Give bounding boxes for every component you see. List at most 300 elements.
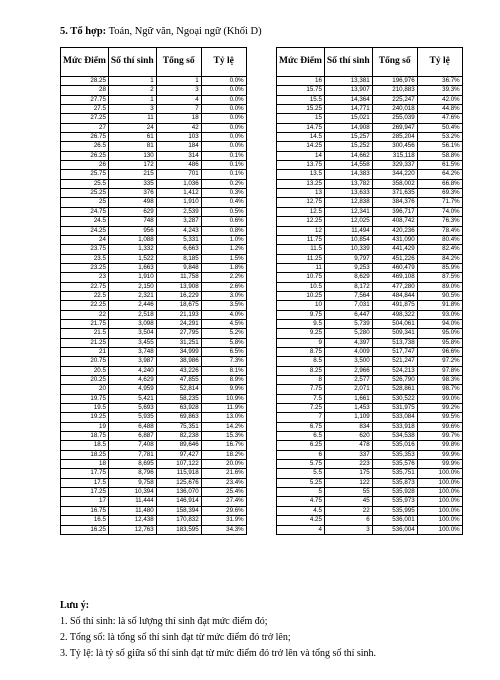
table-row <box>277 432 463 441</box>
cell-cumulative-total: 530,522 <box>372 394 417 403</box>
cell-cumulative-total: 158,394 <box>156 506 201 515</box>
table-row <box>61 301 247 310</box>
table-row <box>61 207 247 216</box>
cell-candidates: 14,662 <box>324 151 372 160</box>
table-row <box>61 282 247 291</box>
cell-percentage: 39.3% <box>417 86 462 95</box>
cell-candidates: 61 <box>108 133 156 142</box>
cell-score-level: 22.75 <box>61 282 109 291</box>
table-row <box>61 170 247 179</box>
cell-score-level: 21.5 <box>61 329 109 338</box>
cell-percentage: 16.7% <box>201 441 246 450</box>
cell-percentage: 11.9% <box>201 404 246 413</box>
cell-cumulative-total: 344,220 <box>372 170 417 179</box>
table-row <box>277 273 463 282</box>
header-cumulative-total: Tổng số <box>372 48 417 77</box>
cell-score-level: 8.25 <box>277 366 325 375</box>
cell-candidates: 5,421 <box>108 394 156 403</box>
cell-score-level: 18.75 <box>61 432 109 441</box>
table-row <box>277 366 463 375</box>
cell-score-level: 25 <box>61 198 109 207</box>
cell-cumulative-total: 535,016 <box>372 441 417 450</box>
cell-percentage: 0.0% <box>201 142 246 151</box>
table-row <box>61 151 247 160</box>
cell-candidates: 6 <box>324 516 372 525</box>
table-row <box>61 422 247 431</box>
table-row <box>277 488 463 497</box>
cell-candidates: 8,695 <box>108 460 156 469</box>
cell-cumulative-total: 184 <box>156 142 201 151</box>
cell-score-level: 5.25 <box>277 478 325 487</box>
cell-percentage: 36.7% <box>417 77 462 86</box>
cell-percentage: 14.2% <box>201 422 246 431</box>
cell-candidates: 13,381 <box>324 77 372 86</box>
cell-candidates: 748 <box>108 217 156 226</box>
table-row <box>61 460 247 469</box>
cell-score-level: 19.25 <box>61 413 109 422</box>
cell-candidates: 10,854 <box>324 235 372 244</box>
cell-score-level: 14.75 <box>277 123 325 132</box>
cell-percentage: 0.0% <box>201 77 246 86</box>
table-row <box>61 347 247 356</box>
cell-cumulative-total: 536,004 <box>372 525 417 534</box>
cell-cumulative-total: 408,742 <box>372 217 417 226</box>
cell-cumulative-total: 170,832 <box>156 516 201 525</box>
cell-score-level: 13.5 <box>277 170 325 179</box>
cell-candidates: 7,781 <box>108 450 156 459</box>
cell-percentage: 0.1% <box>201 170 246 179</box>
cell-score-level: 24 <box>61 235 109 244</box>
cell-cumulative-total: 8,185 <box>156 254 201 263</box>
cell-percentage: 96.6% <box>417 347 462 356</box>
cell-percentage: 0.0% <box>201 123 246 132</box>
cell-cumulative-total: 329,337 <box>372 161 417 170</box>
cell-cumulative-total: 396,717 <box>372 207 417 216</box>
table-row <box>61 376 247 385</box>
cell-score-level: 9 <box>277 338 325 347</box>
cell-cumulative-total: 513,738 <box>372 338 417 347</box>
cell-candidates: 4,959 <box>108 385 156 394</box>
cell-cumulative-total: 2,539 <box>156 207 201 216</box>
cell-score-level: 8 <box>277 376 325 385</box>
table-row <box>61 217 247 226</box>
cell-percentage: 0.2% <box>201 179 246 188</box>
cell-cumulative-total: 31,251 <box>156 338 201 347</box>
cell-percentage: 99.2% <box>417 404 462 413</box>
cell-candidates: 498 <box>108 198 156 207</box>
table-row <box>61 95 247 104</box>
cell-percentage: 95.0% <box>417 329 462 338</box>
cell-candidates: 1 <box>108 95 156 104</box>
cell-candidates: 11,494 <box>324 226 372 235</box>
cell-score-level: 11.5 <box>277 245 325 254</box>
cell-score-level: 27 <box>61 123 109 132</box>
cell-candidates: 4,397 <box>324 338 372 347</box>
cell-percentage: 7.3% <box>201 357 246 366</box>
cell-percentage: 2.2% <box>201 273 246 282</box>
table-row <box>61 469 247 478</box>
cell-score-level: 18.25 <box>61 450 109 459</box>
table-row <box>61 366 247 375</box>
cell-percentage: 5.8% <box>201 338 246 347</box>
header-score-level: Mức Điểm <box>277 48 325 77</box>
cell-candidates: 122 <box>324 478 372 487</box>
table-row <box>277 95 463 104</box>
table-row <box>277 123 463 132</box>
cell-cumulative-total: 5,331 <box>156 235 201 244</box>
cell-percentage: 25.4% <box>201 488 246 497</box>
cell-cumulative-total: 314 <box>156 151 201 160</box>
cell-percentage: 100.0% <box>417 478 462 487</box>
cell-score-level: 23.5 <box>61 254 109 263</box>
cell-score-level: 10.5 <box>277 282 325 291</box>
cell-score-level: 27.25 <box>61 114 109 123</box>
cell-score-level: 27.5 <box>61 105 109 114</box>
cell-cumulative-total: 531,975 <box>372 404 417 413</box>
cell-candidates: 14,908 <box>324 123 372 132</box>
cell-percentage: 9.9% <box>201 385 246 394</box>
cell-score-level: 15.5 <box>277 95 325 104</box>
cell-candidates: 1,109 <box>324 413 372 422</box>
cell-score-level: 6 <box>277 450 325 459</box>
cell-candidates: 12,438 <box>108 516 156 525</box>
table-row <box>61 123 247 132</box>
cell-score-level: 5.75 <box>277 460 325 469</box>
cell-cumulative-total: 535,973 <box>372 497 417 506</box>
cell-score-level: 22 <box>61 310 109 319</box>
cell-cumulative-total: 1,910 <box>156 198 201 207</box>
cell-percentage: 18.2% <box>201 450 246 459</box>
cell-candidates: 11,480 <box>108 506 156 515</box>
cell-percentage: 100.0% <box>417 516 462 525</box>
cell-cumulative-total: 89,646 <box>156 441 201 450</box>
cell-cumulative-total: 125,676 <box>156 478 201 487</box>
cell-candidates: 12,025 <box>324 217 372 226</box>
cell-score-level: 4.5 <box>277 506 325 515</box>
cell-percentage: 58.8% <box>417 151 462 160</box>
header-percentage: Tỷ lệ <box>417 48 462 77</box>
cell-cumulative-total: 58,235 <box>156 394 201 403</box>
table-row <box>277 357 463 366</box>
header-candidates: Số thí sinh <box>108 48 156 77</box>
cell-percentage: 61.5% <box>417 161 462 170</box>
table-row <box>277 338 463 347</box>
cell-score-level: 7 <box>277 413 325 422</box>
cell-percentage: 99.5% <box>417 413 462 422</box>
cell-percentage: 21.6% <box>201 469 246 478</box>
table-row <box>61 329 247 338</box>
cell-percentage: 99.9% <box>417 460 462 469</box>
cell-candidates: 4,240 <box>108 366 156 375</box>
cell-cumulative-total: 42 <box>156 123 201 132</box>
cell-cumulative-total: 1 <box>156 77 201 86</box>
table-row <box>277 86 463 95</box>
cell-percentage: 1.2% <box>201 245 246 254</box>
cell-percentage: 66.8% <box>417 179 462 188</box>
cell-candidates: 6,447 <box>324 310 372 319</box>
cell-score-level: 16 <box>277 77 325 86</box>
cell-cumulative-total: 63,928 <box>156 404 201 413</box>
cell-cumulative-total: 509,341 <box>372 329 417 338</box>
table-row <box>277 413 463 422</box>
cell-cumulative-total: 460,479 <box>372 263 417 272</box>
cell-cumulative-total: 4 <box>156 95 201 104</box>
cell-score-level: 12.75 <box>277 198 325 207</box>
table-row <box>277 347 463 356</box>
cell-score-level: 19 <box>61 422 109 431</box>
cell-score-level: 12 <box>277 226 325 235</box>
cell-cumulative-total: 535,576 <box>372 460 417 469</box>
table-row <box>61 441 247 450</box>
cell-candidates: 1,522 <box>108 254 156 263</box>
cell-score-level: 15 <box>277 114 325 123</box>
cell-score-level: 6.75 <box>277 422 325 431</box>
cell-candidates: 8,629 <box>324 273 372 282</box>
table-row <box>61 394 247 403</box>
cell-score-level: 20.75 <box>61 357 109 366</box>
cell-score-level: 17.5 <box>61 478 109 487</box>
cell-percentage: 13.0% <box>201 413 246 422</box>
cell-cumulative-total: 24,291 <box>156 319 201 328</box>
table-row <box>61 450 247 459</box>
cell-cumulative-total: 75,351 <box>156 422 201 431</box>
cell-score-level: 23.75 <box>61 245 109 254</box>
table-row <box>61 273 247 282</box>
cell-percentage: 47.6% <box>417 114 462 123</box>
cell-percentage: 0.0% <box>201 133 246 142</box>
cell-cumulative-total: 97,427 <box>156 450 201 459</box>
cell-score-level: 6.5 <box>277 432 325 441</box>
cell-score-level: 26.25 <box>61 151 109 160</box>
table-row <box>61 385 247 394</box>
cell-candidates: 12,341 <box>324 207 372 216</box>
cell-score-level: 21.75 <box>61 319 109 328</box>
cell-candidates: 6,488 <box>108 422 156 431</box>
cell-candidates: 24 <box>108 123 156 132</box>
cell-cumulative-total: 1,412 <box>156 189 201 198</box>
cell-percentage: 0.6% <box>201 217 246 226</box>
cell-candidates: 9,758 <box>108 478 156 487</box>
cell-candidates: 5,693 <box>108 404 156 413</box>
cell-score-level: 16.75 <box>61 506 109 515</box>
table-row <box>277 525 463 534</box>
cell-score-level: 22.5 <box>61 291 109 300</box>
cell-candidates: 175 <box>324 469 372 478</box>
cell-percentage: 98.7% <box>417 385 462 394</box>
table-row <box>277 516 463 525</box>
cell-candidates: 4,629 <box>108 376 156 385</box>
cell-cumulative-total: 3 <box>156 86 201 95</box>
cell-candidates: 14,558 <box>324 161 372 170</box>
score-table-right <box>276 47 463 535</box>
cell-percentage: 0.0% <box>201 105 246 114</box>
cell-percentage: 23.4% <box>201 478 246 487</box>
cell-cumulative-total: 441,429 <box>372 245 417 254</box>
cell-cumulative-total: 255,039 <box>372 114 417 123</box>
table-row <box>61 161 247 170</box>
cell-candidates: 8,172 <box>324 282 372 291</box>
cell-cumulative-total: 6,663 <box>156 245 201 254</box>
table-row <box>277 245 463 254</box>
cell-percentage: 0.1% <box>201 151 246 160</box>
table-row <box>277 441 463 450</box>
cell-percentage: 99.8% <box>417 441 462 450</box>
cell-candidates: 13,633 <box>324 189 372 198</box>
cell-score-level: 11 <box>277 263 325 272</box>
table-row <box>277 133 463 142</box>
cell-score-level: 8.5 <box>277 357 325 366</box>
cell-percentage: 3.5% <box>201 301 246 310</box>
cell-cumulative-total: 52,814 <box>156 385 201 394</box>
cell-score-level: 13 <box>277 189 325 198</box>
cell-score-level: 21.25 <box>61 338 109 347</box>
cell-candidates: 5,280 <box>324 329 372 338</box>
table-row <box>61 525 247 534</box>
table-row <box>277 291 463 300</box>
cell-cumulative-total: 534,538 <box>372 432 417 441</box>
cell-percentage: 93.0% <box>417 310 462 319</box>
cell-cumulative-total: 34,999 <box>156 347 201 356</box>
cell-cumulative-total: 524,213 <box>372 366 417 375</box>
table-header-row <box>277 48 463 77</box>
cell-percentage: 100.0% <box>417 488 462 497</box>
cell-percentage: 42.0% <box>417 95 462 104</box>
cell-candidates: 376 <box>108 189 156 198</box>
cell-score-level: 16.25 <box>61 525 109 534</box>
cell-score-level: 6.25 <box>277 441 325 450</box>
cell-cumulative-total: 420,236 <box>372 226 417 235</box>
cell-cumulative-total: 528,861 <box>372 385 417 394</box>
cell-candidates: 14,771 <box>324 105 372 114</box>
cell-score-level: 20.5 <box>61 366 109 375</box>
cell-percentage: 8.1% <box>201 366 246 375</box>
cell-percentage: 76.3% <box>417 217 462 226</box>
note-item: 3. Tỷ lệ: là tỷ số giữa số thí sinh đạt từ mức điểm đó trở lên và tổng số thí sinh. <box>60 648 377 659</box>
cell-cumulative-total: 451,226 <box>372 254 417 263</box>
cell-percentage: 69.3% <box>417 189 462 198</box>
cell-cumulative-total: 315,118 <box>372 151 417 160</box>
cell-candidates: 1,088 <box>108 235 156 244</box>
cell-score-level: 18 <box>61 460 109 469</box>
cell-cumulative-total: 225,247 <box>372 95 417 104</box>
cell-candidates: 7,031 <box>324 301 372 310</box>
cell-score-level: 14.25 <box>277 142 325 151</box>
cell-cumulative-total: 533,918 <box>372 422 417 431</box>
cell-candidates: 1,332 <box>108 245 156 254</box>
cell-candidates: 14,364 <box>324 95 372 104</box>
cell-score-level: 7.25 <box>277 404 325 413</box>
cell-cumulative-total: 535,353 <box>372 450 417 459</box>
cell-candidates: 81 <box>108 142 156 151</box>
table-row <box>277 189 463 198</box>
cell-percentage: 84.2% <box>417 254 462 263</box>
cell-score-level: 24.75 <box>61 207 109 216</box>
table-row <box>277 114 463 123</box>
cell-percentage: 0.1% <box>201 161 246 170</box>
cell-cumulative-total: 11,758 <box>156 273 201 282</box>
cell-percentage: 94.0% <box>417 319 462 328</box>
cell-cumulative-total: 240,018 <box>372 105 417 114</box>
cell-candidates: 2 <box>108 86 156 95</box>
cell-cumulative-total: 3,287 <box>156 217 201 226</box>
cell-score-level: 15.25 <box>277 105 325 114</box>
table-row <box>277 506 463 515</box>
cell-cumulative-total: 1,036 <box>156 179 201 188</box>
cell-score-level: 21 <box>61 347 109 356</box>
table-row <box>277 469 463 478</box>
cell-candidates: 6,887 <box>108 432 156 441</box>
cell-score-level: 26.5 <box>61 142 109 151</box>
cell-percentage: 85.9% <box>417 263 462 272</box>
table-row <box>61 254 247 263</box>
cell-candidates: 9,797 <box>324 254 372 263</box>
table-row <box>61 357 247 366</box>
cell-candidates: 172 <box>108 161 156 170</box>
cell-candidates: 8,796 <box>108 469 156 478</box>
cell-score-level: 23 <box>61 273 109 282</box>
cell-cumulative-total: 300,456 <box>372 142 417 151</box>
cell-score-level: 26 <box>61 161 109 170</box>
cell-cumulative-total: 701 <box>156 170 201 179</box>
cell-percentage: 31.9% <box>201 516 246 525</box>
cell-percentage: 4.5% <box>201 319 246 328</box>
cell-score-level: 10.25 <box>277 291 325 300</box>
header-score-level: Mức Điểm <box>61 48 109 77</box>
cell-cumulative-total: 371,635 <box>372 189 417 198</box>
table-row <box>61 198 247 207</box>
table-row <box>277 142 463 151</box>
cell-candidates: 3 <box>108 105 156 114</box>
cell-cumulative-total: 107,122 <box>156 460 201 469</box>
cell-cumulative-total: 384,376 <box>372 198 417 207</box>
cell-cumulative-total: 136,070 <box>156 488 201 497</box>
cell-percentage: 100.0% <box>417 469 462 478</box>
cell-score-level: 18.5 <box>61 441 109 450</box>
table-row <box>61 86 247 95</box>
cell-percentage: 82.4% <box>417 245 462 254</box>
cell-percentage: 100.0% <box>417 497 462 506</box>
table-row <box>277 151 463 160</box>
cell-cumulative-total: 183,595 <box>156 525 201 534</box>
cell-cumulative-total: 526,790 <box>372 376 417 385</box>
cell-score-level: 12.25 <box>277 217 325 226</box>
table-row <box>277 301 463 310</box>
cell-percentage: 87.5% <box>417 273 462 282</box>
cell-candidates: 2,150 <box>108 282 156 291</box>
cell-score-level: 25.5 <box>61 179 109 188</box>
cell-percentage: 0.5% <box>201 207 246 216</box>
table-row <box>61 497 247 506</box>
cell-candidates: 3,748 <box>108 347 156 356</box>
cell-cumulative-total: 469,108 <box>372 273 417 282</box>
cell-cumulative-total: 504,061 <box>372 319 417 328</box>
cell-candidates: 834 <box>324 422 372 431</box>
cell-percentage: 1.8% <box>201 263 246 272</box>
cell-score-level: 17.75 <box>61 469 109 478</box>
cell-candidates: 45 <box>324 497 372 506</box>
table-row <box>277 198 463 207</box>
cell-cumulative-total: 535,995 <box>372 506 417 515</box>
cell-candidates: 215 <box>108 170 156 179</box>
table-row <box>61 245 247 254</box>
table-row <box>277 77 463 86</box>
cell-candidates: 3,500 <box>324 357 372 366</box>
cell-candidates: 15,252 <box>324 142 372 151</box>
cell-cumulative-total: 498,322 <box>372 310 417 319</box>
cell-score-level: 16.5 <box>61 516 109 525</box>
cell-score-level: 22.25 <box>61 301 109 310</box>
cell-cumulative-total: 536,001 <box>372 516 417 525</box>
